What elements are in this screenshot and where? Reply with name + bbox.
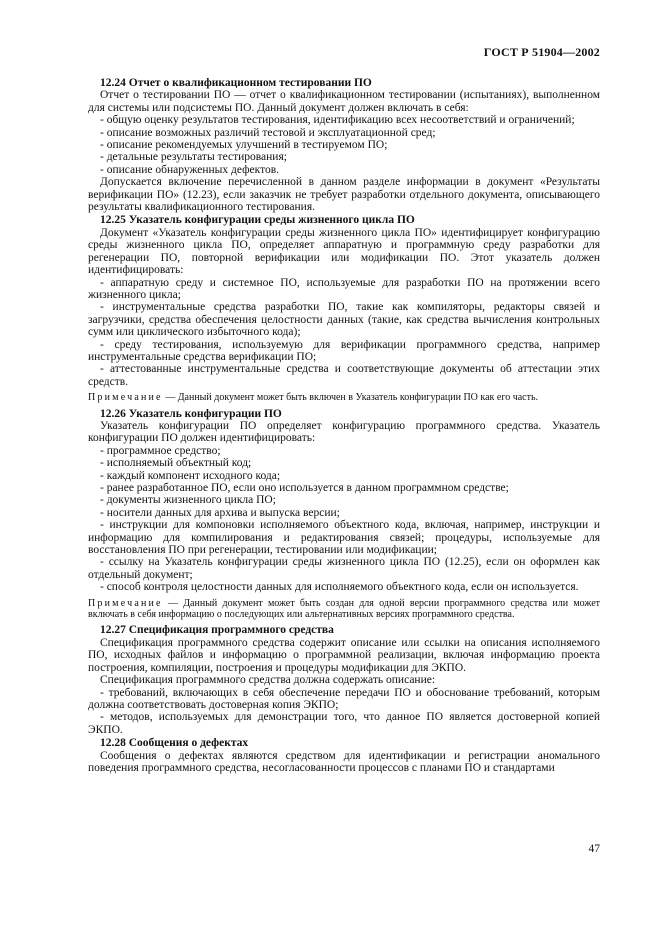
note-text: — Данный документ может быть включен в Указатель конфигурации ПО как его часть. bbox=[162, 392, 539, 404]
list-item: - инструкции для компоновки исполняемого объектного кода, включая, например, инструкции и информацию для компилирования и редактирования связей; процедуры, используемые для восстановления ПО при регенерации, тестировании или модификации; bbox=[88, 519, 600, 557]
list-item: - документы жизненного цикла ПО; bbox=[100, 494, 276, 507]
document-code: ГОСТ Р 51904—2002 bbox=[483, 45, 600, 59]
list-item: - ранее разработанное ПО, если оно используется в данном программном средстве; bbox=[100, 482, 509, 494]
section-12-24-closing: Допускается включение перечисленной в данном разделе информации в документ «Результаты верификации ПО» (12.23), если заказчик не требует разработки отдельного документа, описывающего результаты квалификационного тестирования. bbox=[88, 176, 600, 214]
page-content bbox=[88, 76, 600, 774]
page-number: 47 bbox=[588, 843, 600, 855]
note-text: — Данный документ может быть создан для одной версии программного средства или может включать в себя информацию о последующих или альтернативных версиях программного средства. bbox=[88, 597, 600, 621]
section-12-24-title: 12.24 Отчет о квалификационном тестировании ПО bbox=[100, 77, 372, 89]
list-item: - описание возможных различий тестовой и эксплуатационной сред; bbox=[100, 126, 436, 139]
section-12-27-intro-2: Спецификация программного средства должна содержать описание: bbox=[100, 674, 436, 687]
list-item: - инструментальные средства разработки ПО, такие как компиляторы, редакторы связей и загрузчики, средства обеспечения целостности данных (такие, как средства вычисления контрольных сумм или циклического избыточного кода); bbox=[88, 301, 600, 339]
list-item: - аттестованные инструментальные средства и соответствующие документы об аттестации этих средств. bbox=[88, 363, 600, 388]
section-12-28-intro: Сообщения о дефектах являются средством для идентификации и регистрации аномального поведения программного средства, несогласованности процессов с планами ПО и стандартами bbox=[88, 749, 600, 774]
list-item: - ссылку на Указатель конфигурации среды жизненного цикла ПО (12.25), если он оформлен как отдельный документ; bbox=[88, 556, 600, 581]
list-item: - способ контроля целостности данных для исполняемого объектного кода, если он используется. bbox=[100, 581, 579, 594]
note-label: Примечание bbox=[88, 597, 163, 609]
list-item: - аппаратную среду и системное ПО, используемые для разработки ПО на протяжении всего жизненного цикла; bbox=[88, 276, 600, 301]
list-item: - методов, используемых для демонстрации того, что данное ПО является достоверной копией ЭКПО. bbox=[88, 711, 600, 736]
list-item: - исполняемый объектный код; bbox=[100, 457, 252, 470]
section-12-27-title: 12.27 Спецификация программного средства bbox=[100, 624, 334, 637]
section-12-25-intro: Документ «Указатель конфигурации среды жизненного цикла ПО» идентифицирует конфигурацию среды жизненного цикла ПО, определяет аппаратную и программную среду разработки для регенерации ПО, повторной верификации или модификации ПО. Этот указатель должен идентифицировать: bbox=[88, 226, 600, 277]
list-item: - каждый компонент исходного кода; bbox=[100, 469, 281, 482]
section-12-24-intro: Отчет о тестировании ПО — отчет о квалификационном тестировании (испытаниях), выполненном для системы или подсистемы ПО. Данный документ должен включать в себя: bbox=[88, 89, 600, 114]
list-item: - носители данных для архива и выпуска версии; bbox=[100, 506, 340, 519]
section-12-26-title: 12.26 Указатель конфигурации ПО bbox=[100, 407, 282, 420]
section-12-25-note bbox=[88, 392, 600, 403]
section-12-27-intro: Спецификация программного средства содержит описание или ссылки на описания исполняемого ПО, исходных файлов и информацию о программной реализации, включая информацию проекта построения, компиляции, построения и процедуры модификации для ЭКПО. bbox=[88, 636, 600, 674]
section-12-26-note bbox=[88, 598, 600, 621]
section-12-26-intro: Указатель конфигурации ПО определяет конфигурацию программного средства. Указатель конфигурации ПО должен идентифицировать: bbox=[88, 419, 600, 445]
list-item: - общую оценку результатов тестирования, идентификацию всех несоответствий и ограничений; bbox=[100, 114, 575, 127]
note-label: Примечание bbox=[88, 392, 163, 404]
list-item: - описание рекомендуемых улучшений в тестируемом ПО; bbox=[100, 139, 388, 152]
list-item: - детальные результаты тестирования; bbox=[100, 151, 287, 164]
list-item: - описание обнаруженных дефектов. bbox=[100, 163, 280, 176]
list-item: - требований, включающих в себя обеспечение передачи ПО и обоснование требований, которым должна соответствовать достоверная копия ЭКПО; bbox=[88, 686, 600, 711]
section-12-28-title: 12.28 Сообщения о дефектах bbox=[100, 737, 249, 750]
list-item: - программное средство; bbox=[100, 444, 221, 457]
list-item: - среду тестирования, используемую для верификации программного средства, например инструментальные средства верификации ПО; bbox=[88, 338, 600, 363]
section-12-25-title: 12.25 Указатель конфигурации среды жизненного цикла ПО bbox=[100, 214, 415, 227]
